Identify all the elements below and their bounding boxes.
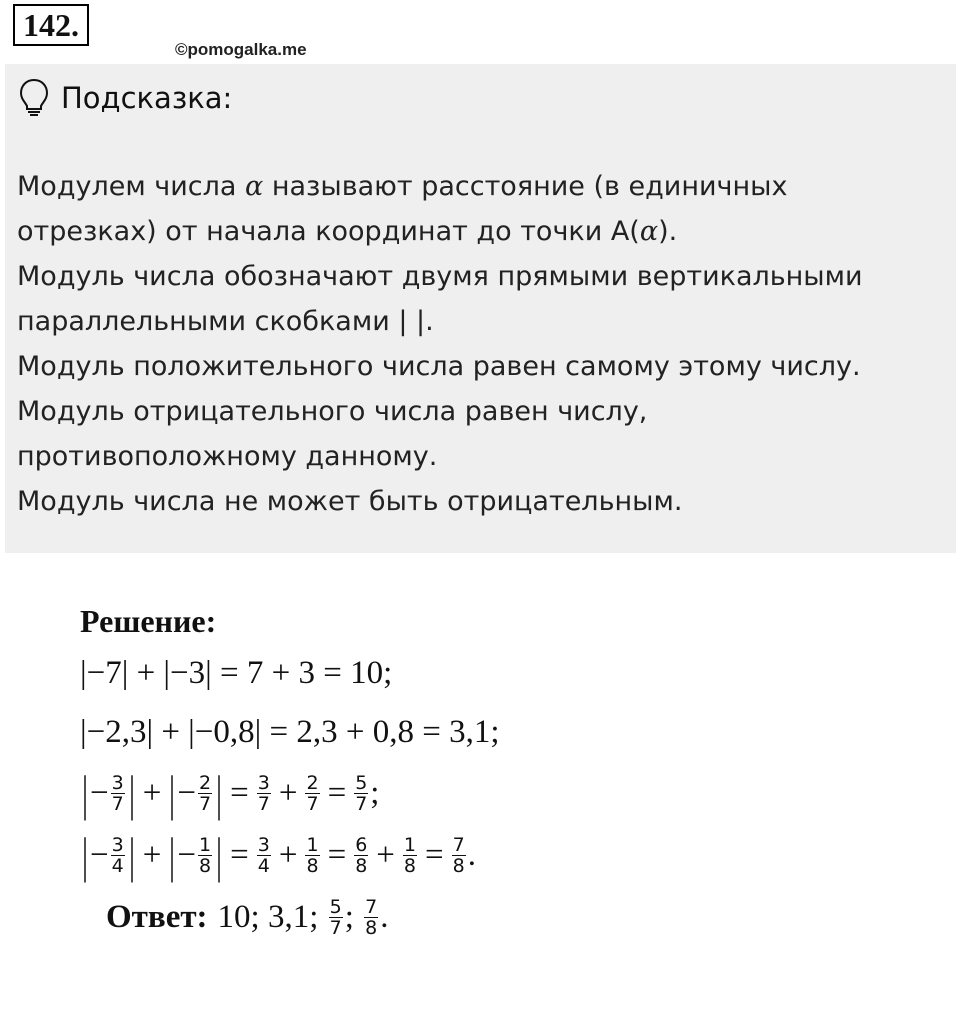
hint-line: Модуль числа не может быть отрицательным.: [17, 486, 683, 517]
fraction: $\frac{2}{7}$: [306, 771, 319, 815]
hint-line: параллельными скобками | |.: [17, 306, 434, 337]
fraction: $\frac{1}{8}$: [199, 833, 212, 877]
solution: [80, 598, 940, 948]
fraction: $\frac{3}{4}$: [111, 833, 124, 877]
fraction: $\frac{6}{8}$: [355, 833, 368, 877]
hint-title: Подсказка:: [61, 81, 233, 115]
solution-title: Решение:: [80, 603, 217, 639]
hint-box: [5, 64, 956, 553]
fraction: $\frac{1}{8}$: [403, 833, 416, 877]
equation-1: |−7| + |−3| = 7 + 3 = 10;: [80, 655, 393, 691]
hint-body: [17, 164, 947, 524]
fraction: $\frac{5}{7}$: [329, 895, 342, 939]
answer-values: 10; 3,1;: [217, 898, 319, 935]
hint-line: противоположному данному.: [17, 441, 438, 472]
equation-4: | − $\frac{3}{4}$ | + | − $\frac{1}{8}$ | = $\frac{3}{4}$ + $\frac{1}{8}$ = $\frac{6}{8}$ + $\frac{1}{8}$ = $\frac{7}{8}$ .: [82, 827, 476, 883]
hint-line: Модуль числа обозначают двумя прямыми вертикальными: [17, 261, 863, 292]
hint-line: отрезках) от начала координат до точки А(α).: [17, 216, 678, 247]
fraction: $\frac{2}{7}$: [199, 771, 212, 815]
fraction: $\frac{5}{7}$: [355, 771, 368, 815]
task-number: 142.: [13, 4, 89, 46]
equation-3: | − $\frac{3}{7}$ | + | − $\frac{2}{7}$ | = $\frac{3}{7}$ + $\frac{2}{7}$ = $\frac{5}{7}$ ;: [82, 765, 380, 821]
equation-2: |−2,3| + |−0,8| = 2,3 + 0,8 = 3,1;: [80, 714, 500, 750]
hint-line: Модуль отрицательного числа равен числу,: [17, 396, 648, 427]
fraction: $\frac{1}{8}$: [306, 833, 319, 877]
fraction: $\frac{7}{8}$: [365, 895, 378, 939]
answer-label: Ответ:: [106, 898, 208, 935]
fraction: $\frac{3}{4}$: [257, 833, 270, 877]
watermark: ©pomogalka.me: [175, 40, 307, 59]
fraction: $\frac{3}{7}$: [257, 771, 270, 815]
hint-line: Модуль положительного числа равен самому этому числу.: [17, 351, 861, 382]
hint-header: [19, 78, 232, 118]
hint-line: Модулем числа α называют расстояние (в единичных: [17, 171, 788, 202]
fraction: $\frac{3}{7}$: [111, 771, 124, 815]
answer: Ответ: 10; 3,1; $\frac{5}{7}$ ; $\frac{7}{8}$ .: [106, 895, 389, 939]
lightbulb-icon: [19, 78, 49, 118]
fraction: $\frac{7}{8}$: [452, 833, 465, 877]
